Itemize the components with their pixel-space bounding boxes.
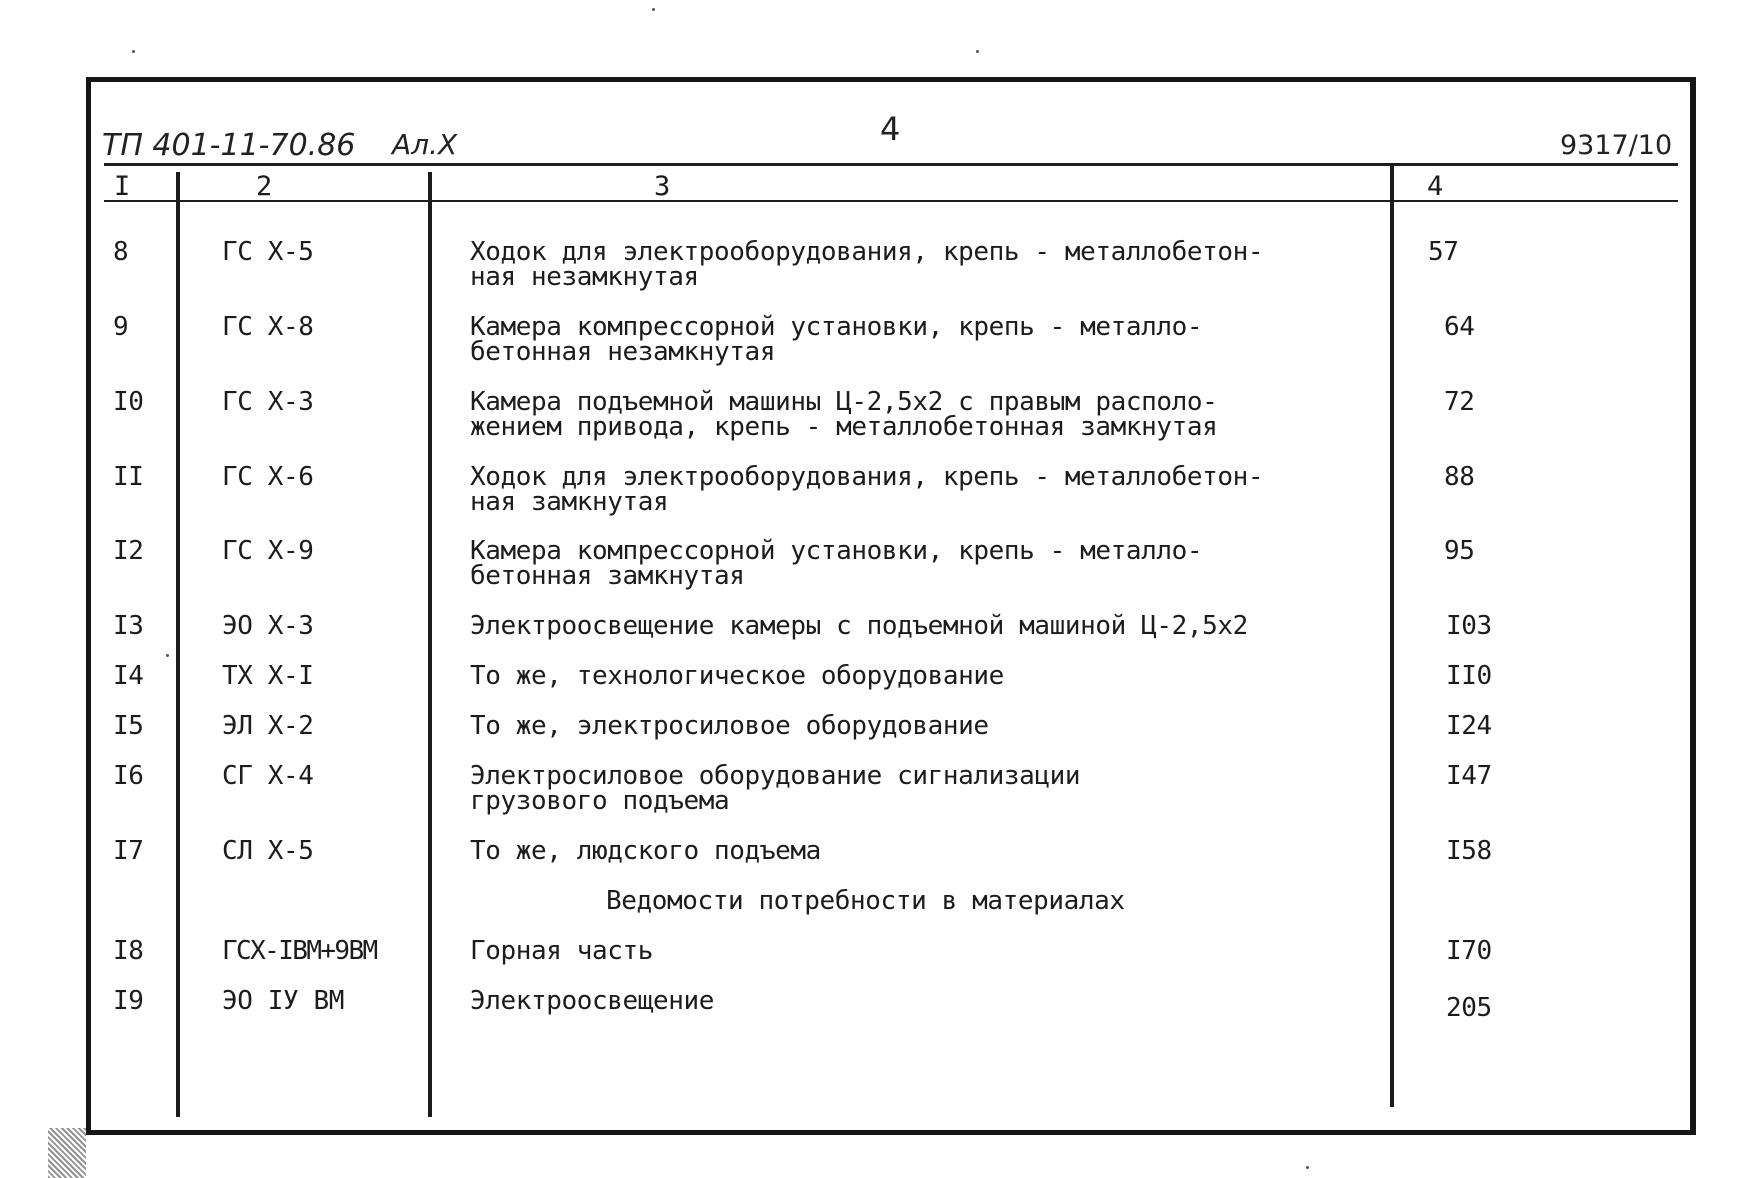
row-code: ГС X-3 bbox=[222, 387, 314, 417]
row-title-line: Ходок для электрооборудования, крепь - металлобетон- bbox=[470, 237, 1264, 267]
row-title-line: Ходок для электрооборудования, крепь - металлобетон- bbox=[470, 462, 1264, 492]
row-page: 95 bbox=[1444, 536, 1475, 566]
scan-speck bbox=[166, 654, 169, 657]
row-code: СЛ X-5 bbox=[222, 836, 314, 866]
row-title-line: То же, технологическое оборудование bbox=[470, 661, 1004, 691]
row-title-line: грузового подъема bbox=[470, 786, 730, 816]
row-page: 205 bbox=[1446, 993, 1492, 1023]
row-title-line: Электроосвещение камеры с подъемной машиной Ц-2,5х2 bbox=[470, 611, 1248, 641]
section-heading: Ведомости потребности в материалах bbox=[606, 886, 1125, 916]
scan-speck bbox=[132, 50, 135, 53]
row-number: 9 bbox=[113, 312, 129, 342]
row-number: I2 bbox=[113, 536, 144, 566]
row-number: I8 bbox=[113, 936, 144, 966]
row-code: ГС X-8 bbox=[222, 312, 314, 342]
row-number: 8 bbox=[113, 237, 129, 267]
row-code: ЭЛ X-2 bbox=[222, 711, 314, 741]
row-title-line: бетонная замкнутая bbox=[470, 561, 745, 591]
row-title-line: Горная часть bbox=[470, 936, 654, 966]
row-code: ЭО X-3 bbox=[222, 611, 314, 641]
row-code: ТХ X-I bbox=[222, 661, 314, 691]
row-page: 88 bbox=[1444, 462, 1475, 492]
row-code: ЭО IУ ВМ bbox=[222, 986, 345, 1016]
row-code: ГСХ-IВМ+9ВМ bbox=[222, 936, 377, 966]
scan-speck bbox=[1306, 1166, 1309, 1169]
column-separator-2 bbox=[428, 172, 432, 1117]
page-frame bbox=[86, 77, 1696, 1135]
row-title-line: То же, людского подъема bbox=[470, 836, 821, 866]
column-separator-1 bbox=[176, 172, 180, 1117]
row-number: I0 bbox=[113, 387, 144, 417]
row-page: 72 bbox=[1444, 387, 1475, 417]
row-title-line: Камера подъемной машины Ц-2,5х2 с правым располо- bbox=[470, 387, 1218, 417]
scan-corner-noise bbox=[48, 1128, 86, 1178]
column-header-4: 4 bbox=[1427, 171, 1444, 202]
row-title-line: жением привода, крепь - металлобетонная замкнутая bbox=[470, 412, 1218, 442]
row-page: I47 bbox=[1446, 761, 1492, 791]
row-code: СГ X-4 bbox=[222, 761, 314, 791]
row-title-line: Камера компрессорной установки, крепь - металло- bbox=[470, 312, 1203, 342]
row-title-line: ная замкнутая bbox=[470, 487, 669, 517]
row-page: 64 bbox=[1444, 312, 1475, 342]
row-title-line: Электроосвещение bbox=[470, 986, 715, 1016]
row-number: I9 bbox=[113, 986, 144, 1016]
row-code: ГС X-6 bbox=[222, 462, 314, 492]
row-title-line: ная незамкнутая bbox=[470, 262, 699, 292]
row-page: I70 bbox=[1446, 936, 1492, 966]
column-separator-3 bbox=[1390, 165, 1394, 1107]
row-code: ГС X-9 bbox=[222, 536, 314, 566]
row-title-line: бетонная незамкнутая bbox=[470, 337, 776, 367]
column-header-2: 2 bbox=[256, 171, 273, 202]
sheet-reference: 9317/10 bbox=[1560, 130, 1673, 161]
column-header-1: I bbox=[114, 171, 131, 202]
row-title-line: Камера компрессорной установки, крепь - металло- bbox=[470, 536, 1203, 566]
column-header-3: 3 bbox=[654, 171, 671, 202]
row-title-line: Электросиловое оборудование сигнализации bbox=[470, 761, 1081, 791]
header-rule-top bbox=[104, 163, 1678, 166]
row-number: II bbox=[113, 462, 144, 492]
album-number: Ал.X bbox=[392, 128, 458, 161]
document-code: ТП 401-11-70.86 bbox=[102, 128, 356, 163]
row-number: I4 bbox=[113, 661, 144, 691]
row-page: II0 bbox=[1446, 661, 1492, 691]
scan-speck bbox=[652, 8, 655, 11]
row-page: I03 bbox=[1446, 611, 1492, 641]
row-page: 57 bbox=[1428, 237, 1459, 267]
row-number: I5 bbox=[113, 711, 144, 741]
page-number: 4 bbox=[880, 110, 901, 148]
row-number: I7 bbox=[113, 836, 144, 866]
row-title-line: То же, электросиловое оборудование bbox=[470, 711, 989, 741]
scan-speck bbox=[976, 50, 979, 53]
row-page: I58 bbox=[1446, 836, 1492, 866]
row-page: I24 bbox=[1446, 711, 1492, 741]
row-code: ГС X-5 bbox=[222, 237, 314, 267]
row-number: I3 bbox=[113, 611, 144, 641]
row-number: I6 bbox=[113, 761, 144, 791]
